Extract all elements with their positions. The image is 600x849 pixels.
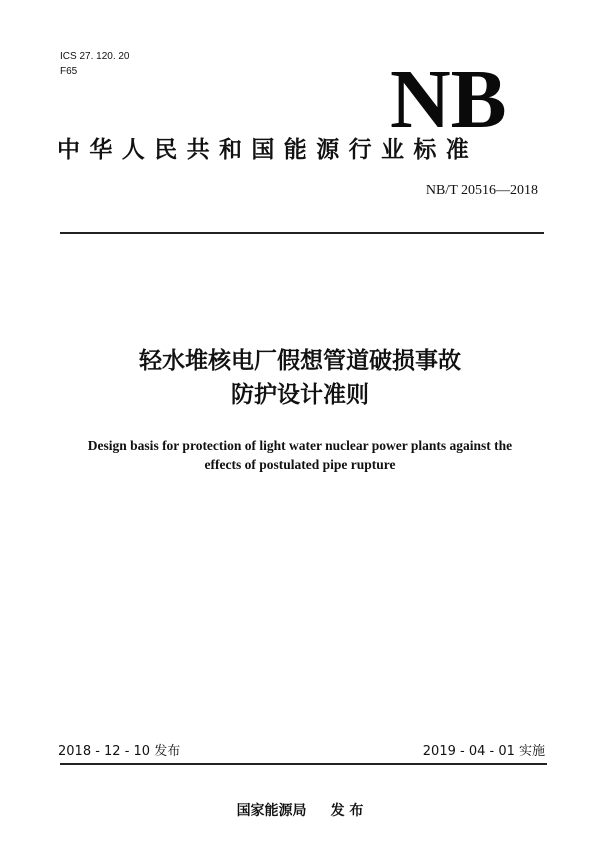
header-divider: [60, 232, 544, 234]
title-cn-line2: 防护设计准则: [231, 382, 369, 408]
footer-divider: [60, 763, 547, 765]
standard-type-heading: 中华人民共和国能源行业标准: [57, 137, 479, 163]
title-cn-line1: 轻水堆核电厂假想管道破损事故: [139, 348, 461, 374]
publisher-action: 发 布: [330, 803, 364, 819]
title-en-line2: effects of postulated pipe rupture: [204, 457, 396, 472]
ics-code: ICS 27. 120. 20: [60, 51, 130, 62]
issue-date: 2018 - 12 - 10 发布: [58, 744, 181, 759]
title-en-line1: Design basis for protection of light water nuclear power plants against the: [87, 438, 513, 453]
standard-number: NB/T 20516—2018: [425, 183, 538, 198]
classification-code: F65: [60, 66, 78, 77]
publisher-name: 国家能源局: [236, 803, 307, 819]
publisher-line: [0, 801, 600, 821]
nb-logo: NB: [390, 53, 507, 146]
implementation-date: 2019 - 04 - 01 实施: [422, 744, 545, 759]
